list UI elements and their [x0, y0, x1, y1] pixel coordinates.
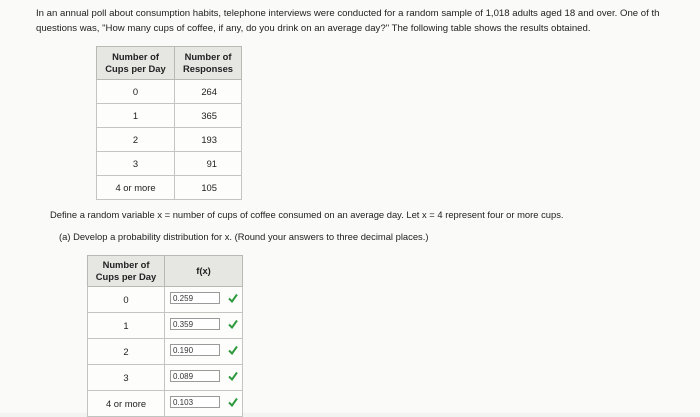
fx-cell — [165, 313, 243, 339]
responses-cell: 193 — [175, 128, 242, 152]
cups-cell: 2 — [88, 339, 165, 365]
part-a-prompt: (a) Develop a probability distribution for x. (Round your answers to three decimal places.) — [59, 231, 429, 242]
fx-answer-input[interactable]: 0.103 — [170, 396, 220, 408]
responses-table — [96, 46, 242, 200]
fx-header: f(x) — [165, 256, 243, 287]
cups-cell: 4 or more — [97, 176, 175, 200]
responses-cell: 91 — [175, 152, 242, 176]
fx-answer-input[interactable]: 0.259 — [170, 292, 220, 304]
fx-answer-input[interactable]: 0.190 — [170, 344, 220, 356]
cups-cell: 2 — [97, 128, 175, 152]
table-row — [88, 313, 243, 339]
table-row — [88, 287, 243, 313]
table-row — [97, 176, 242, 200]
table-row — [88, 339, 243, 365]
table-row — [97, 80, 242, 104]
cups-cell: 1 — [88, 313, 165, 339]
checkmark-icon — [228, 345, 238, 355]
responses-header: Number of Responses — [175, 47, 242, 80]
table-row — [97, 152, 242, 176]
cups-cell: 4 or more — [88, 391, 165, 417]
fx-cell — [165, 365, 243, 391]
probability-distribution-table — [87, 255, 243, 417]
problem-intro — [36, 6, 700, 36]
cups-cell: 3 — [97, 152, 175, 176]
fx-cell — [165, 339, 243, 365]
cups-per-day-header: Number of Cups per Day — [97, 47, 175, 80]
table-header-row — [88, 256, 243, 287]
intro-line-1: In an annual poll about consumption habits, telephone interviews were conducted for a random sample of 1,018 adults aged 18 and over. One of th — [36, 8, 660, 19]
responses-cell: 264 — [175, 80, 242, 104]
checkmark-icon — [228, 371, 238, 381]
checkmark-icon — [228, 293, 238, 303]
cups-per-day-header: Number of Cups per Day — [88, 256, 165, 287]
intro-line-2: questions was, "How many cups of coffee, if any, do you drink on an average day?" The following table shows the results obtained. — [36, 23, 591, 34]
cups-cell: 1 — [97, 104, 175, 128]
checkmark-icon — [228, 397, 238, 407]
fx-cell — [165, 287, 243, 313]
fx-answer-input[interactable]: 0.089 — [170, 370, 220, 382]
cups-cell: 0 — [88, 287, 165, 313]
table-header-row — [97, 47, 242, 80]
define-variable-text: Define a random variable x = number of cups of coffee consumed on an average day. Let x = 4 represent four or more cups. — [50, 209, 564, 220]
responses-cell: 365 — [175, 104, 242, 128]
fx-answer-input[interactable]: 0.359 — [170, 318, 220, 330]
cups-cell: 0 — [97, 80, 175, 104]
cups-cell: 3 — [88, 365, 165, 391]
table-row — [97, 128, 242, 152]
table-row — [97, 104, 242, 128]
responses-cell: 105 — [175, 176, 242, 200]
table-row — [88, 365, 243, 391]
checkmark-icon — [228, 319, 238, 329]
